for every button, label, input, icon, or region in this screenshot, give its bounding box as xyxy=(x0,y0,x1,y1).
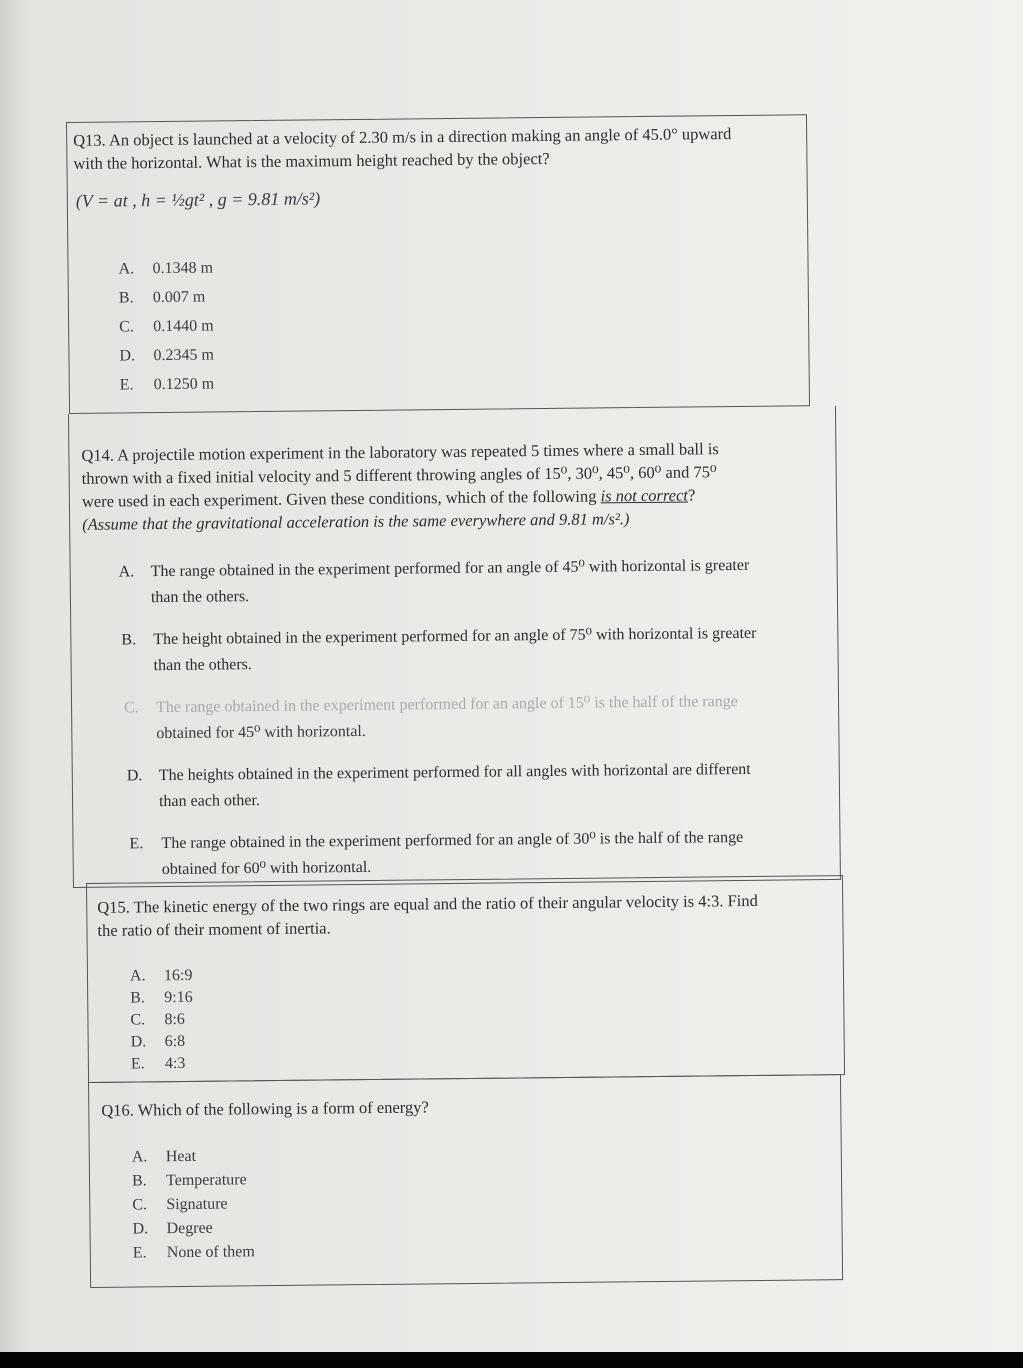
option-letter: C. xyxy=(119,318,134,336)
question-14-line-4: (Assume that the gravitational acceleration is the same everywhere and 9.81 m/s².) xyxy=(82,509,630,534)
question-15-box xyxy=(86,875,845,1083)
question-14-line-2: thrown with a fixed initial velocity and 5 different throwing angles of 15⁰, 30⁰, 45⁰, 60⁰ and 75⁰ xyxy=(81,462,717,488)
question-14-text xyxy=(81,436,822,536)
option-text: 8:6 xyxy=(164,1010,185,1029)
option-text-line-1: The range obtained in the experiment performed for an angle of 45⁰ with horizontal is greater xyxy=(150,556,750,581)
question-13-box xyxy=(66,114,810,414)
question-15-number: Q15. xyxy=(97,897,130,917)
option-letter: C. xyxy=(123,699,139,717)
option-letter: A. xyxy=(118,563,135,581)
option-letter: A. xyxy=(129,967,146,985)
question-13-option-d[interactable] xyxy=(119,342,214,369)
question-16-box xyxy=(88,1074,843,1288)
question-14-option-e[interactable] xyxy=(129,824,852,883)
option-text: 9:16 xyxy=(164,988,193,1007)
option-text-line-2: obtained for 60⁰ with horizontal. xyxy=(161,858,372,879)
question-14-box xyxy=(68,406,841,888)
option-text: 6:8 xyxy=(164,1032,186,1051)
bottom-black-bar xyxy=(0,1352,1023,1368)
option-text: None of them xyxy=(166,1243,255,1262)
question-15-option-a[interactable] xyxy=(130,965,193,988)
question-14-line-1: A projectile motion experiment in the laboratory was repeated 5 times where a small ball is xyxy=(117,439,719,465)
option-text: 0.1250 m xyxy=(153,375,215,394)
question-13-option-c[interactable] xyxy=(119,313,214,340)
question-15-line-2: the ratio of their moment of inertia. xyxy=(97,918,331,940)
question-13-line-1: An object is launched at a velocity of 2.30 m/s in a direction making an angle of 45.0° upward xyxy=(108,124,732,150)
question-16-option-d[interactable] xyxy=(132,1218,212,1241)
option-letter: D. xyxy=(119,347,136,365)
option-letter: D. xyxy=(130,1033,147,1051)
option-text-line-2: than each other. xyxy=(158,792,260,811)
option-text: Heat xyxy=(165,1147,197,1166)
question-16-option-e[interactable] xyxy=(133,1241,255,1264)
question-15-option-e[interactable] xyxy=(131,1053,186,1076)
option-text: Temperature xyxy=(165,1171,247,1190)
question-13-text xyxy=(73,122,732,175)
question-15-option-b[interactable] xyxy=(130,987,193,1010)
option-text: 0.1440 m xyxy=(153,317,214,336)
option-letter: D. xyxy=(132,1220,149,1238)
option-text: 0.2345 m xyxy=(153,346,214,365)
option-letter: C. xyxy=(130,1011,146,1029)
option-letter: E. xyxy=(129,835,144,853)
option-letter: E. xyxy=(130,1055,145,1073)
question-14-line-3: were used in each experiment. Given these conditions, which of the following xyxy=(81,486,597,511)
option-letter: E. xyxy=(119,376,134,394)
option-text-line-1: The range obtained in the experiment performed for an angle of 30⁰ is the half of the range xyxy=(161,828,744,853)
option-text-line-2: than the others. xyxy=(153,656,252,675)
question-16-option-a[interactable] xyxy=(132,1146,196,1169)
option-text-line-2: obtained for 45⁰ with horizontal. xyxy=(156,722,366,743)
question-16-question: Which of the following is a form of energy? xyxy=(137,1097,429,1120)
question-14-option-d[interactable] xyxy=(126,756,850,815)
question-15-text xyxy=(97,889,758,942)
question-14-emphasis: is not correct xyxy=(600,485,689,506)
question-14-option-c[interactable] xyxy=(123,688,847,747)
question-15-option-d[interactable] xyxy=(131,1031,186,1054)
question-13-formula: (V = at , h = ½gt² , g = 9.81 m/s²) xyxy=(75,188,321,211)
question-13-option-e[interactable] xyxy=(120,371,215,398)
question-15-line-1: The kinetic energy of the two rings are equal and the ratio of their angular velocity is 4:3. Find xyxy=(133,890,758,917)
option-letter: E. xyxy=(132,1244,147,1262)
question-16-number: Q16. xyxy=(101,1100,134,1120)
question-15-option-c[interactable] xyxy=(130,1009,185,1032)
question-16-option-b[interactable] xyxy=(132,1169,247,1192)
option-letter: B. xyxy=(131,1172,147,1190)
question-14-option-b[interactable] xyxy=(121,620,844,679)
option-letter: B. xyxy=(130,989,145,1007)
option-text: 0.1348 m xyxy=(152,259,214,278)
option-text: 0.007 m xyxy=(152,288,206,307)
option-letter: D. xyxy=(126,767,143,785)
option-text-line-2: than the others. xyxy=(150,588,250,607)
question-13-option-b[interactable] xyxy=(119,285,206,312)
option-text: Signature xyxy=(166,1195,228,1214)
option-letter: C. xyxy=(132,1196,148,1214)
option-text: 16:9 xyxy=(163,966,193,985)
option-letter: B. xyxy=(118,289,134,307)
option-letter: A. xyxy=(118,260,135,278)
question-14-option-a[interactable] xyxy=(118,552,842,611)
option-letter: B. xyxy=(121,631,137,649)
question-16-text xyxy=(101,1095,429,1121)
question-13-number: Q13. xyxy=(73,130,106,150)
question-16-option-c[interactable] xyxy=(132,1194,228,1217)
option-text-line-1: The height obtained in the experiment performed for an angle of 75⁰ with horizontal is greater xyxy=(153,624,757,649)
question-13-line-2: with the horizontal. What is the maximum height reached by the object? xyxy=(73,148,550,173)
question-13-option-a[interactable] xyxy=(118,255,213,282)
question-14-number: Q14. xyxy=(81,445,115,465)
question-14-line-3-end: ? xyxy=(687,485,696,505)
option-text-line-1: The range obtained in the experiment performed for an angle of 15⁰ is the half of the range xyxy=(155,693,738,717)
option-text-line-1: The heights obtained in the experiment performed for all angles with horizontal are different xyxy=(158,760,751,785)
option-text: 4:3 xyxy=(164,1054,186,1073)
option-text: Degree xyxy=(166,1219,213,1238)
option-letter: A. xyxy=(131,1148,148,1166)
